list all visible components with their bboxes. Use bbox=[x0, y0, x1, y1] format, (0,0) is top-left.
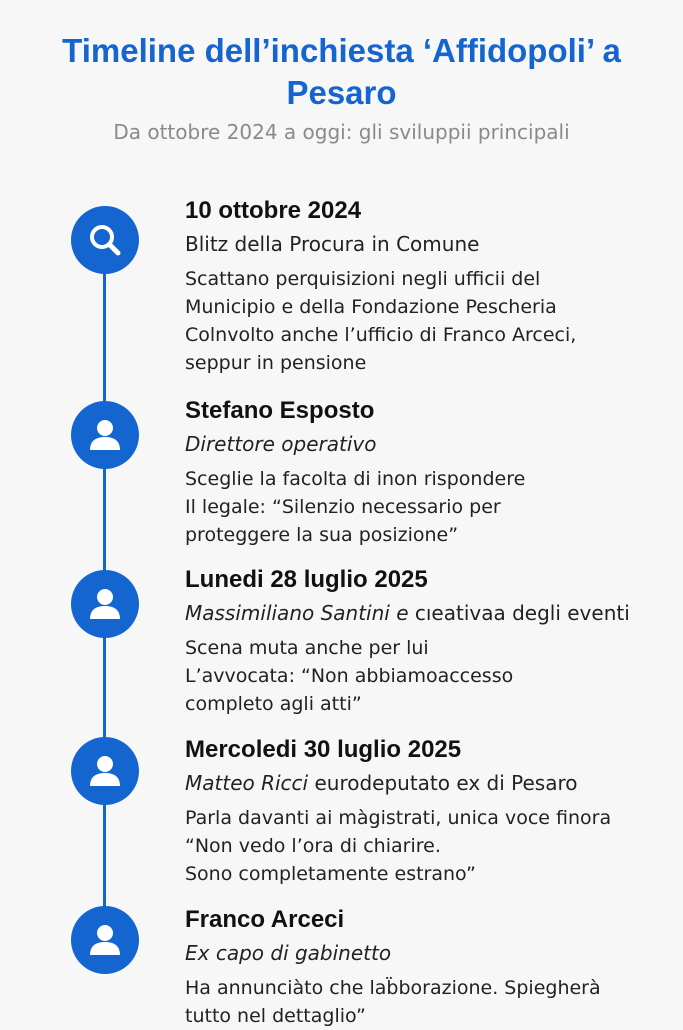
entry-body bbox=[185, 634, 663, 718]
entry-line: Parla davanti ai màgistrati, unica voce finora bbox=[185, 807, 612, 829]
entry-line: Ha annunciàto che lab̈borazione. Spiegherà bbox=[185, 977, 601, 999]
entry-headline-italic: Massimiliano Santini e bbox=[185, 601, 409, 625]
timeline-marker bbox=[71, 570, 139, 638]
entry-headline-text: cıeativaa degli eventi bbox=[408, 601, 630, 625]
entry-body bbox=[185, 465, 663, 549]
entry-name: Stefano Esposto bbox=[185, 397, 375, 424]
entry-line: tutto nel dettaglio” bbox=[185, 1005, 366, 1027]
entry-headline bbox=[185, 938, 663, 968]
page-title: Timeline dell’inchiesta ‘Affidopoli’ a Pesaro bbox=[62, 32, 621, 111]
timeline-entry bbox=[185, 396, 663, 549]
entry-line: Scattano perquisizioni negli ufficii del bbox=[185, 268, 541, 290]
person-icon bbox=[85, 920, 125, 960]
entry-body bbox=[185, 974, 663, 1030]
entry-headline bbox=[185, 229, 663, 259]
entry-headline bbox=[185, 768, 663, 798]
timeline-marker bbox=[71, 737, 139, 805]
entry-line: Municipio e della Fondazione Pescheria bbox=[185, 296, 557, 318]
entry-line: proteggere la sua posizione” bbox=[185, 524, 459, 546]
entry-headline-italic: Matteo Ricci bbox=[185, 771, 309, 795]
entry-line: seppur in pensione bbox=[185, 352, 367, 374]
entry-name: Franco Arceci bbox=[185, 906, 345, 933]
entry-line: Scena muta anche per lui bbox=[185, 637, 429, 659]
page-subtitle: Da ottobre 2024 a oggi: gli sviluppii principali bbox=[113, 120, 570, 144]
person-icon bbox=[85, 584, 125, 624]
timeline-marker bbox=[71, 206, 139, 274]
entry-date: Mercoledi 30 luglio 2025 bbox=[185, 736, 462, 763]
entry-date: Lunedi 28 luglio 2025 bbox=[185, 566, 428, 593]
entry-line: Sceglie la facolta di inon rispondere bbox=[185, 468, 526, 490]
entry-headline bbox=[185, 429, 663, 459]
entry-headline bbox=[185, 598, 663, 628]
person-icon bbox=[85, 415, 125, 455]
entry-line: Il legale: “Silenzio necessario per bbox=[185, 496, 501, 518]
entry-line: L’avvocata: “Non abbiamoaccesso bbox=[185, 665, 514, 687]
entry-headline-italic: Ex capo di gabinetto bbox=[185, 941, 392, 965]
entry-headline-text: eurodeputato ex di Pesaro bbox=[308, 771, 578, 795]
entry-headline-italic: Direttore operativo bbox=[185, 432, 377, 456]
search-icon bbox=[87, 222, 123, 258]
entry-body bbox=[185, 804, 663, 888]
person-icon bbox=[85, 751, 125, 791]
entry-line: Sono completamente estrano” bbox=[185, 863, 476, 885]
entry-line: Colnvolto anche l’ufficio di Franco Arceci, bbox=[185, 324, 577, 346]
entry-date: 10 ottobre 2024 bbox=[185, 197, 362, 224]
entry-line: “Non vedo l’ora di chiarire. bbox=[185, 835, 441, 857]
timeline-entry bbox=[185, 905, 663, 1030]
entry-line: completo agli atti” bbox=[185, 693, 362, 715]
timeline-entry bbox=[185, 196, 663, 377]
timeline-entry bbox=[185, 735, 663, 888]
timeline-entry bbox=[185, 565, 663, 718]
timeline-marker bbox=[71, 906, 139, 974]
timeline-marker bbox=[71, 401, 139, 469]
entry-headline-text: Blitz della Procura in Comune bbox=[185, 232, 480, 256]
entry-body bbox=[185, 265, 663, 377]
